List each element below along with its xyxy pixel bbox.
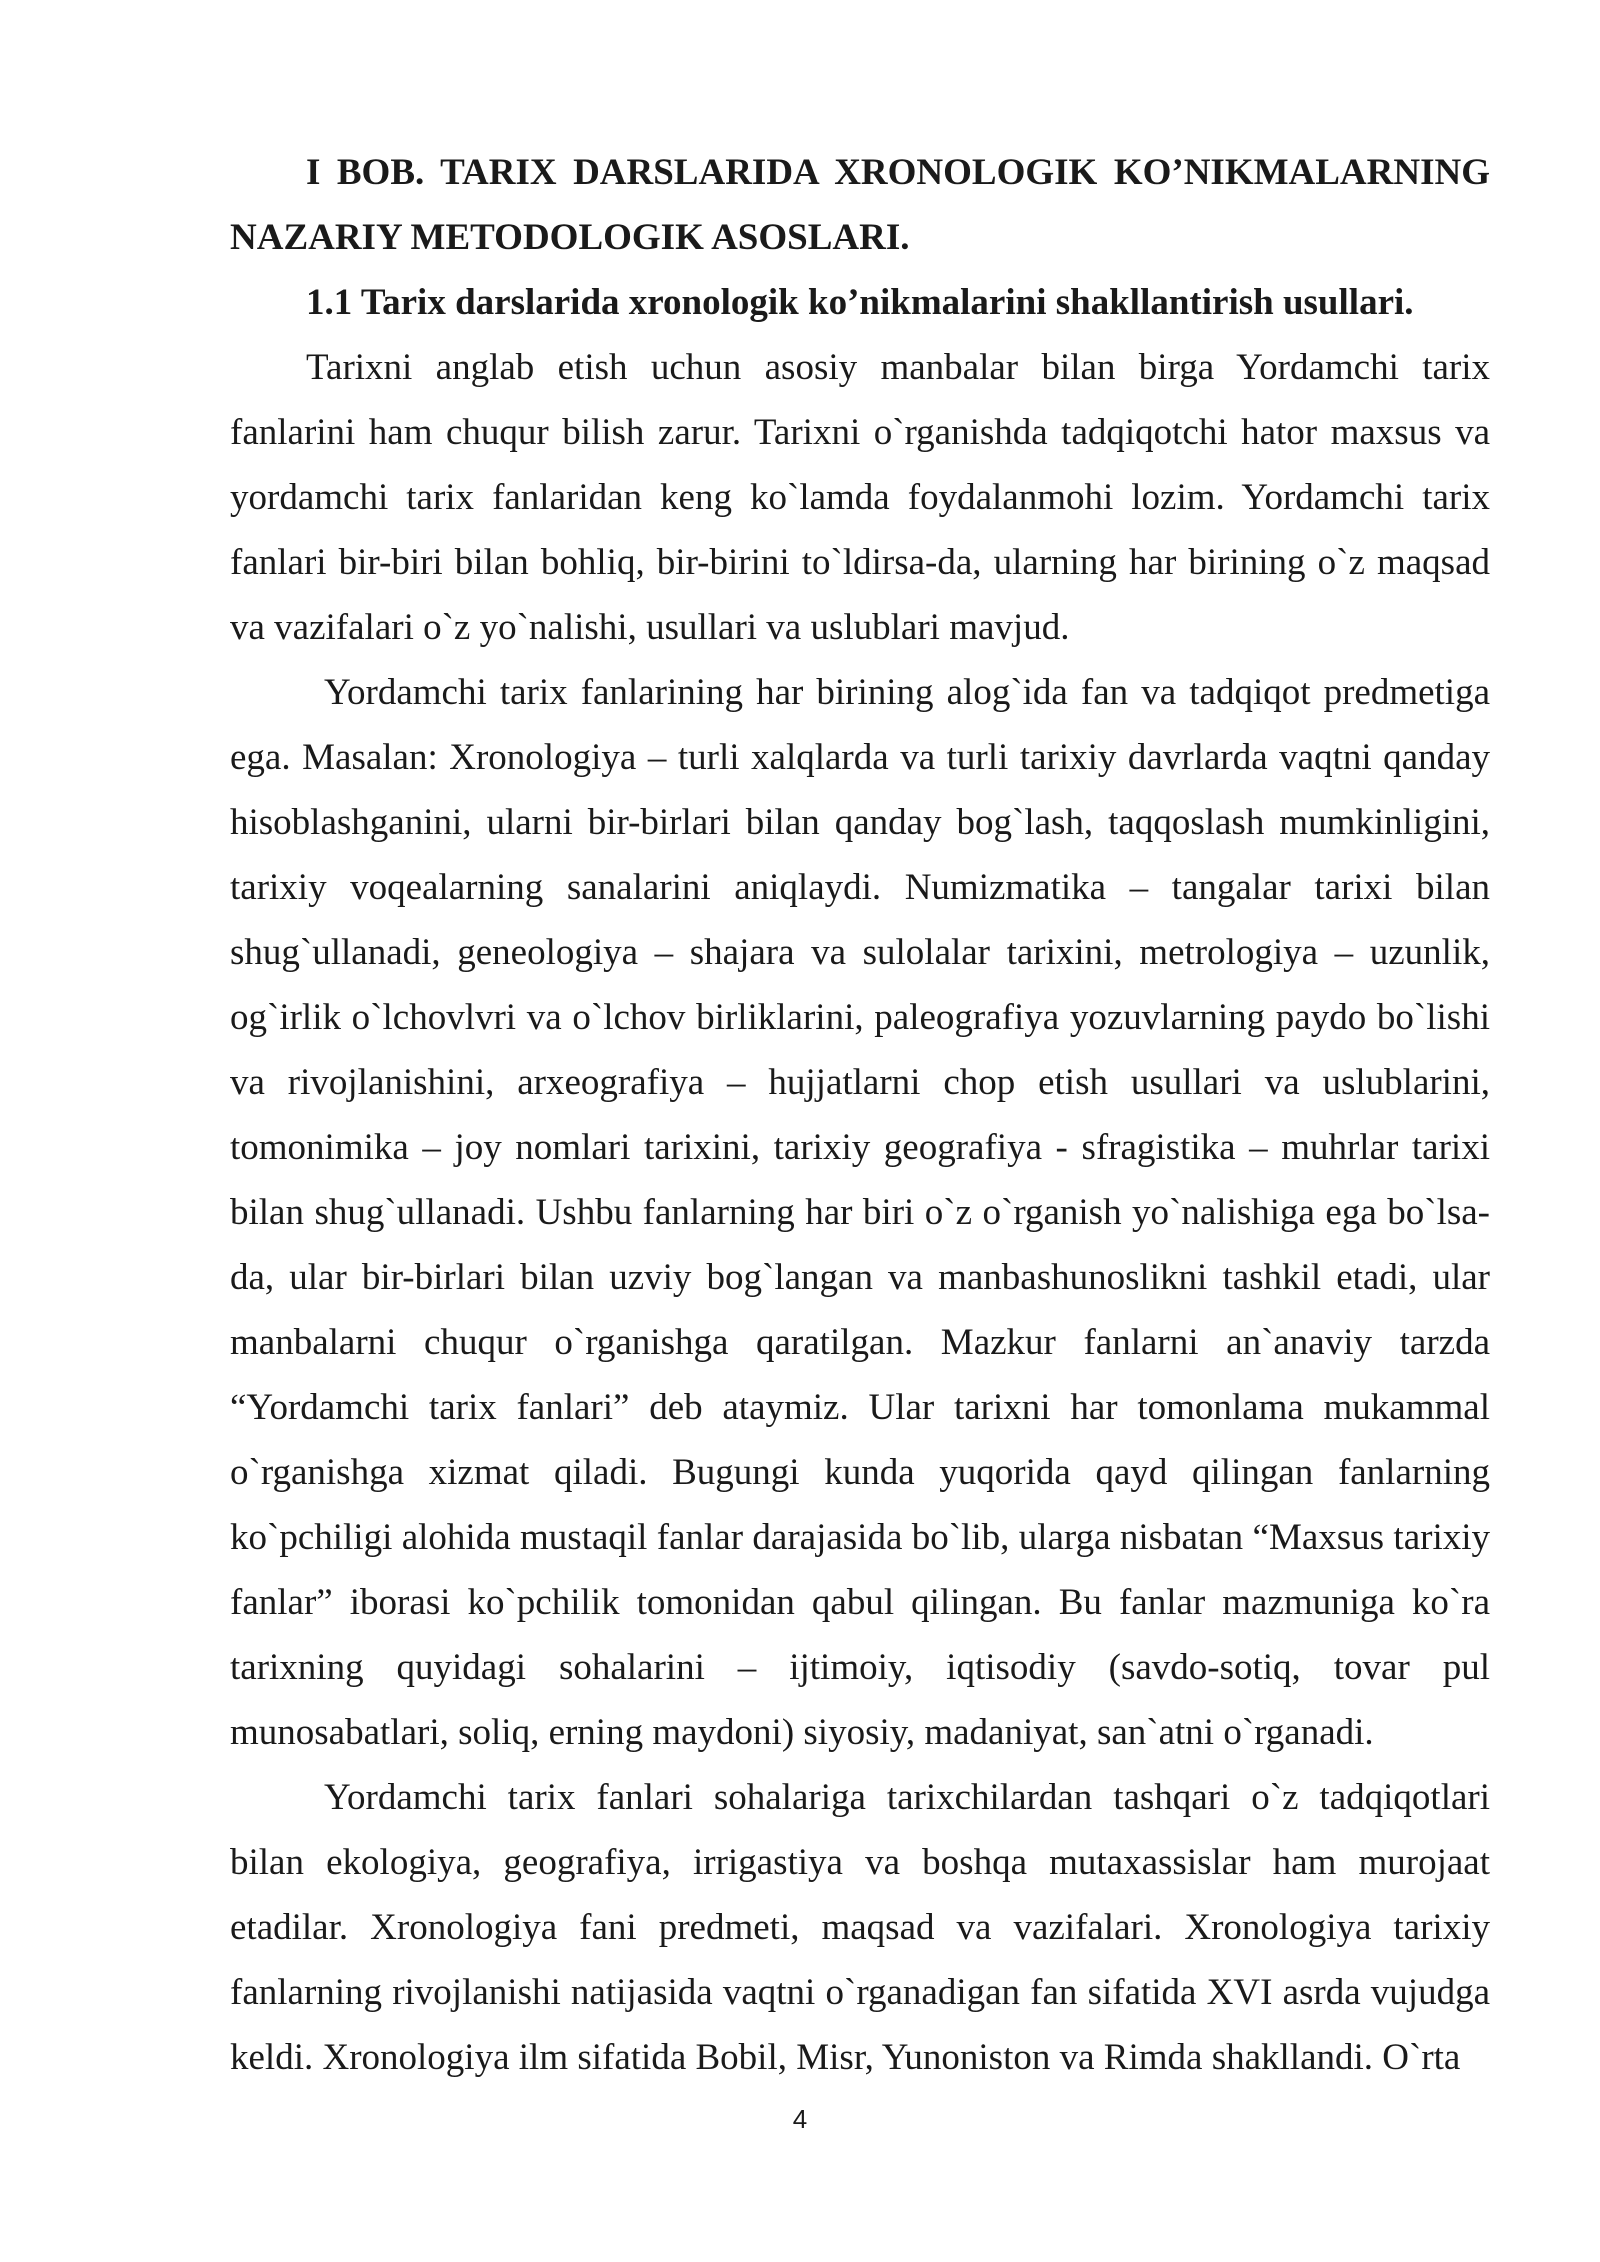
chapter-title: I BOB. TARIX DARSLARIDA XRONOLOGIK KO’NIKMALARNING NAZARIY METODOLOGIK ASOSLARI. — [230, 152, 1490, 258]
paragraph-1: Tarixni anglab etish uchun asosiy manbalar bilan birga Yordamchi tarix fanlarini ham chuqur bilish zarur. Tarixni o`rganishda tadqiqotchi hator maxsus va yordamchi tarix fanlaridan keng ko`lamda foydalanmohi lozim. Yordamchi tarix fanlari bir-biri bilan bohliq, bir-birini to`ldirsa-da, ularning har birining o`z maqsad va vazifalari o`z yo`nalishi, usullari va uslublari mavjud. — [230, 347, 1490, 648]
page-number: 4 — [792, 2104, 808, 2134]
section-title: 1.1 Tarix darslarida xronologik ko’nikmalarini shakllantirish usullari. — [306, 282, 1414, 323]
paragraph-3: Yordamchi tarix fanlari sohalariga tarixchilardan tashqari o`z tadqiqotlari bilan ekologiya, geografiya, irrigastiya va boshqa mutaxassislar ham murojaat etadilar. Xronologiya fani predmeti, maqsad va vazifalari. Xronologiya tarixiy fanlarning rivojlanishi natijasida vaqtni o`rganadigan fan sifatida XVI asrda vujudga keldi. Xronologiya ilm sifatida Bobil, Misr, Yunoniston va Rimda shakllandi. O`rta — [230, 1777, 1490, 2078]
paragraph-2: Yordamchi tarix fanlarining har birining alog`ida fan va tadqiqot predmetiga ega. Masalan: Xronologiya – turli xalqlarda va turli tarixiy davrlarda vaqtni qanday hisoblashganini, ularni bir-birlari bilan qanday bog`lash, taqqoslash mumkinligini, tarixiy voqealarning sanalarini aniqlaydi. Numizmatika – tangalar tarixi bilan shug`ullanadi, geneologiya – shajara va sulolalar tarixini, metrologiya – uzunlik, og`irlik o`lchovlvri va o`lchov birliklarini, paleografiya yozuvlarning paydo bo`lishi va rivojlanishini, arxeografiya – hujjatlarni chop etish usullari va uslublarini, tomonimika – joy nomlari tarixini, tarixiy geografiya - sfragistika – muhrlar tarixi bilan shug`ullanadi. Ushbu fanlarning har biri o`z o`rganish yo`nalishiga ega bo`lsa-da, ular bir-birlari bilan uzviy bog`langan va manbashunoslikni tashkil etadi, ular manbalarni chuqur o`rganishga qaratilgan. Mazkur fanlarni an`anaviy tarzda “Yordamchi tarix fanlari” deb ataymiz. Ular tarixni har tomonlama mukammal o`rganishga xizmat qiladi. Bugungi kunda yuqorida qayd qilingan fanlarning ko`pchiligi alohida mustaqil fanlar darajasida bo`lib, ularga nisbatan “Maxsus tarixiy fanlar” iborasi ko`pchilik tomonidan qabul qilingan. Bu fanlar mazmuniga ko`ra tarixning quyidagi sohalarini – ijtimoiy, iqtisodiy (savdo-sotiq, tovar pul munosabatlari, soliq, erning maydoni) siyosiy, madaniyat, san`atni o`rganadi. — [230, 672, 1490, 1753]
document-page — [230, 140, 1490, 2090]
